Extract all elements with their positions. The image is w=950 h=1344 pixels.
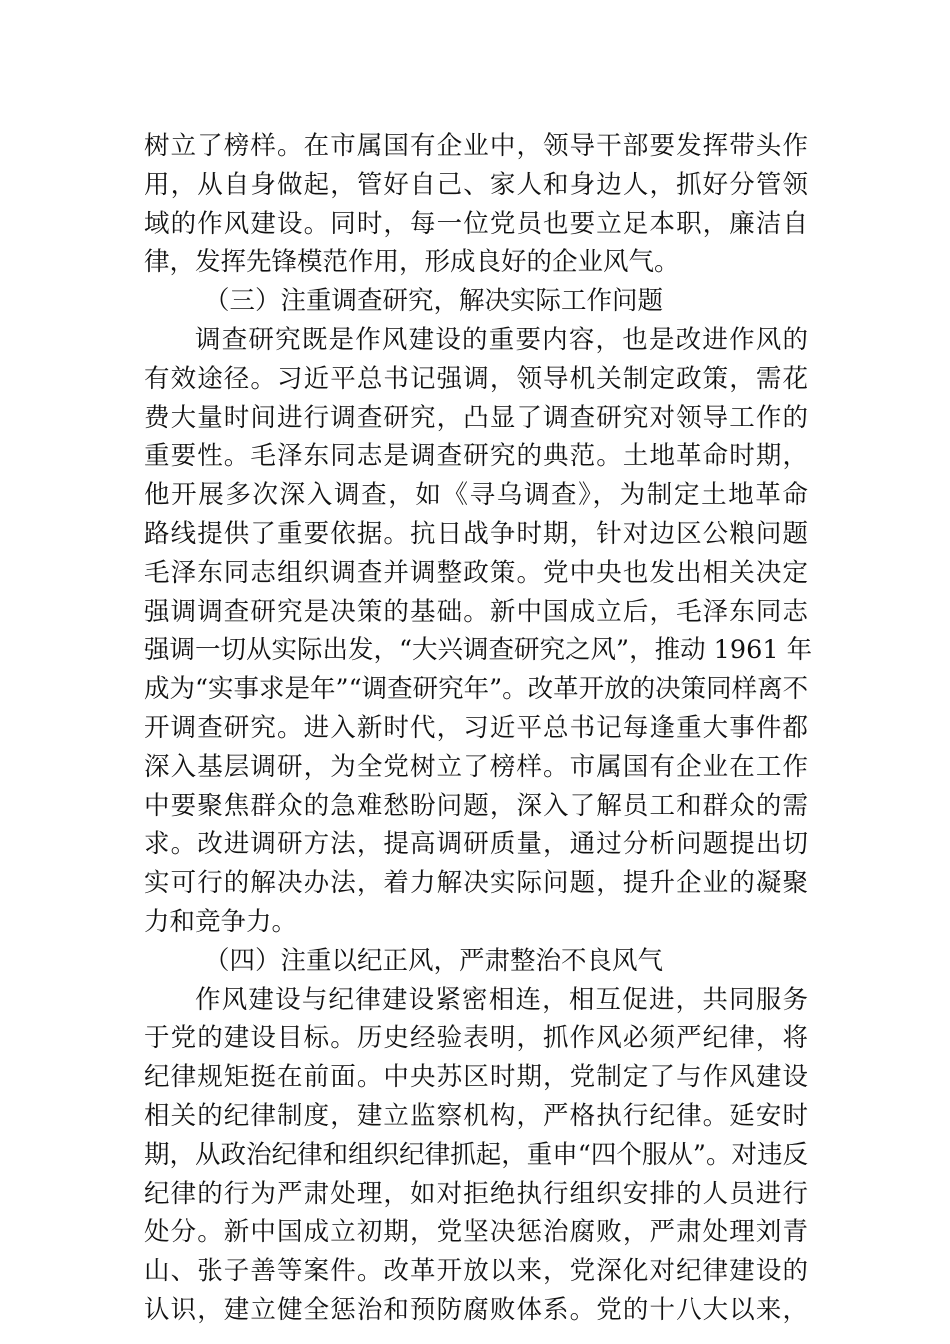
text-line: 力和竞争力。 bbox=[144, 906, 298, 937]
text-line: 他开展多次深入调查，如《寻乌调查》，为制定土地革命 bbox=[144, 480, 808, 511]
text-line: 实可行的解决办法，着力解决实际问题，提升企业的凝聚 bbox=[144, 868, 808, 899]
text-line: 路线提供了重要依据。抗日战争时期，针对边区公粮问题 bbox=[144, 518, 808, 549]
text-line: 中要聚焦群众的急难愁盼问题，深入了解员工和群众的需 bbox=[144, 790, 808, 821]
text-line: 作风建设与纪律建设紧密相连，相互促进，共同服务 bbox=[195, 984, 808, 1015]
text-line: 求。改进调研方法，提高调研质量，通过分析问题提出切 bbox=[144, 829, 808, 860]
text-line: 成为“实事求是年”“调查研究年”。改革开放的决策同样离不 bbox=[144, 674, 809, 705]
text-line: 纪律的行为严肃处理，如对拒绝执行组织安排的人员进行 bbox=[144, 1178, 808, 1209]
section-heading-4: （四）注重以纪正风，严肃整治不良风气 bbox=[204, 945, 664, 976]
text-line: 树立了榜样。在市属国有企业中，领导干部要发挥带头作 bbox=[144, 131, 808, 161]
text-line: 强调一切从实际出发，“大兴调查研究之风”，推动 1961 年 bbox=[144, 635, 813, 666]
text-line: 有效途径。习近平总书记强调，领导机关制定政策，需花 bbox=[144, 363, 808, 394]
text-line: 山、张子善等案件。改革开放以来，党深化对纪律建设的 bbox=[144, 1256, 808, 1287]
text-line: 毛泽东同志组织调查并调整政策。党中央也发出相关决定 bbox=[144, 557, 808, 588]
text-line: 期，从政治纪律和组织纪律抓起，重申“四个服从”。对违反 bbox=[144, 1139, 808, 1170]
body-text bbox=[144, 127, 813, 1330]
text-line: 相关的纪律制度，建立监察机构，严格执行纪律。延安时 bbox=[144, 1100, 808, 1131]
text-line: 调查研究既是作风建设的重要内容，也是改进作风的 bbox=[195, 324, 808, 355]
text-line: 处分。新中国成立初期，党坚决惩治腐败，严肃处理刘青 bbox=[144, 1217, 808, 1248]
section-heading-3: （三）注重调查研究，解决实际工作问题 bbox=[204, 286, 664, 317]
text-line: 认识，建立健全惩治和预防腐败体系。党的十八大以来， bbox=[144, 1294, 808, 1325]
text-line: 纪律规矩挺在前面。中央苏区时期，党制定了与作风建设 bbox=[144, 1062, 808, 1093]
text-line: 重要性。毛泽东同志是调查研究的典范。土地革命时期， bbox=[144, 441, 808, 472]
text-line: 费大量时间进行调查研究，凸显了调查研究对领导工作的 bbox=[144, 402, 808, 433]
text-line: 强调调查研究是决策的基础。新中国成立后，毛泽东同志 bbox=[144, 596, 808, 627]
text-line: 用，从自身做起，管好自己、家人和身边人，抓好分管领 bbox=[144, 169, 808, 200]
text-line: 开调查研究。进入新时代，习近平总书记每逢重大事件都 bbox=[144, 712, 808, 743]
text-line: 深入基层调研，为全党树立了榜样。市属国有企业在工作 bbox=[144, 751, 808, 782]
text-line: 于党的建设目标。历史经验表明，抓作风必须严纪律，将 bbox=[144, 1023, 808, 1054]
text-line: 域的作风建设。同时，每一位党员也要立足本职，廉洁自 bbox=[144, 208, 808, 239]
text-line: 律，发挥先锋模范作用，形成良好的企业风气。 bbox=[144, 247, 680, 278]
